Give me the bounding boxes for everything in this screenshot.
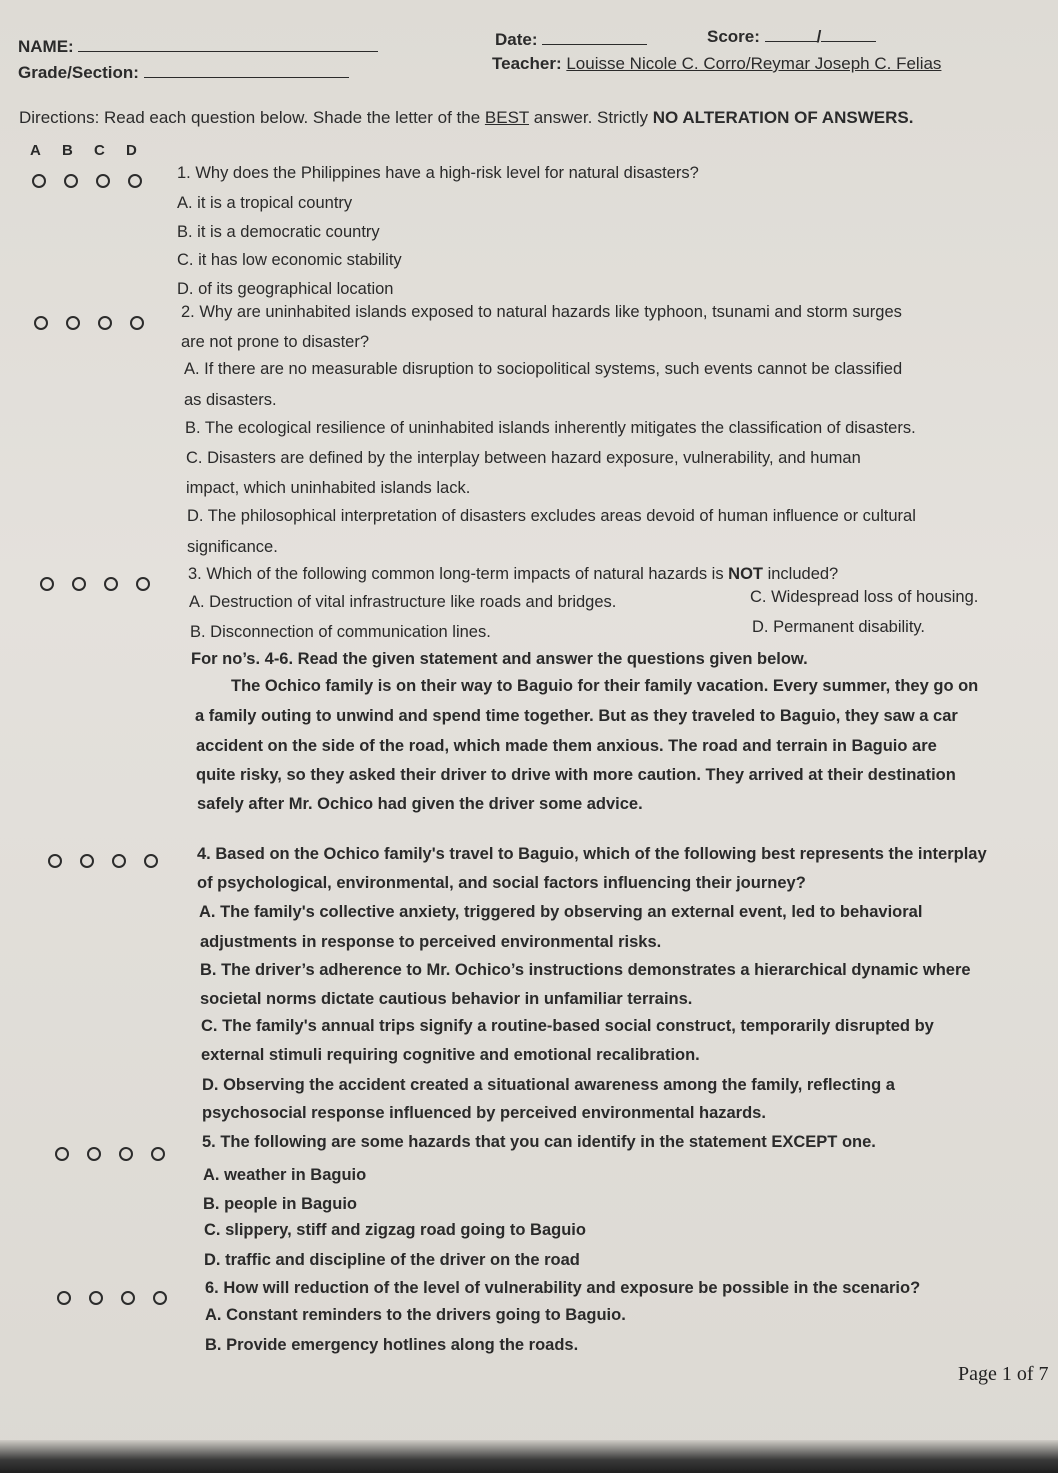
q4-option-b-line1: B. The driver’s adherence to Mr. Ochico’s instructions demonstrates a hierarchical dynamic where <box>200 961 971 979</box>
q2-stem-line2: are not prone to disaster? <box>181 333 370 351</box>
letter-a: A <box>30 142 41 159</box>
directions-lead: Directions: Read each question below. Shade the letter of the <box>19 108 485 127</box>
q2-option-d-line2: significance. <box>187 538 278 556</box>
q3-option-c: C. Widespread loss of housing. <box>750 588 979 606</box>
q1-option-a: A. it is a tropical country <box>177 194 353 212</box>
passage-line-2: a family outing to unwind and spend time together. But as they traveled to Baguio, they saw a car <box>195 707 958 725</box>
name-blank[interactable] <box>78 50 378 52</box>
q1-stem: 1. Why does the Philippines have a high-risk level for natural disasters? <box>177 164 699 182</box>
q2-option-c-line2: impact, which uninhabited islands lack. <box>186 479 471 497</box>
page-number: Page 1 of 7 <box>958 1363 1049 1385</box>
q3-answer-bubbles <box>40 575 168 593</box>
q2-bubble-c[interactable] <box>98 316 112 330</box>
directions-middle: answer. Strictly <box>529 108 653 127</box>
q1-bubble-a[interactable] <box>32 174 46 188</box>
q6-bubble-b[interactable] <box>89 1291 103 1305</box>
q4-bubble-d[interactable] <box>144 854 158 868</box>
q3-stem-tail: included? <box>763 565 839 583</box>
name-label: NAME: <box>18 37 74 56</box>
score-field <box>707 27 876 47</box>
date-blank[interactable] <box>542 43 647 45</box>
q6-bubble-a[interactable] <box>57 1291 71 1305</box>
q2-option-a-line1: A. If there are no measurable disruption to sociopolitical systems, such events cannot be classified <box>184 360 903 378</box>
q1-bubble-b[interactable] <box>64 174 78 188</box>
q2-option-c-line1: C. Disasters are defined by the interplay between hazard exposure, vulnerability, and human <box>186 449 861 467</box>
q5-option-d: D. traffic and discipline of the driver on the road <box>204 1251 580 1269</box>
passage-line-5: safely after Mr. Ochico had given the driver some advice. <box>197 795 643 813</box>
teacher-label: Teacher: <box>492 54 562 73</box>
score-blank[interactable] <box>765 40 817 42</box>
q4-option-c-line2: external stimuli requiring cognitive and emotional recalibration. <box>201 1046 700 1064</box>
passage-line-3: accident on the side of the road, which made them anxious. The road and terrain in Baguio are <box>196 737 937 755</box>
q2-bubble-d[interactable] <box>130 316 144 330</box>
q5-option-a: A. weather in Baguio <box>203 1166 367 1184</box>
q4-option-d-line1: D. Observing the accident created a situational awareness among the family, reflecting a <box>202 1076 895 1094</box>
q5-answer-bubbles <box>55 1145 183 1163</box>
q4-answer-bubbles <box>48 852 176 870</box>
passage-heading: For no’s. 4-6. Read the given statement and answer the questions given below. <box>191 650 808 668</box>
q5-bubble-c[interactable] <box>119 1147 133 1161</box>
q5-bubble-a[interactable] <box>55 1147 69 1161</box>
q4-option-d-line2: psychosocial response influenced by perceived environmental hazards. <box>202 1104 766 1122</box>
q3-option-a: A. Destruction of vital infrastructure like roads and bridges. <box>189 593 617 611</box>
q6-bubble-c[interactable] <box>121 1291 135 1305</box>
q3-stem-text: 3. Which of the following common long-term impacts of natural hazards is <box>188 565 729 583</box>
q2-option-d-line1: D. The philosophical interpretation of disasters excludes areas devoid of human influence or cultural <box>187 507 916 525</box>
q2-answer-bubbles <box>34 314 162 332</box>
q2-bubble-b[interactable] <box>66 316 80 330</box>
passage-line-4: quite risky, so they asked their driver to drive with more caution. They arrived at their destination <box>196 766 956 784</box>
letter-d: D <box>126 142 137 159</box>
q3-option-d: D. Permanent disability. <box>752 618 926 636</box>
q6-option-b: B. Provide emergency hotlines along the roads. <box>205 1336 579 1354</box>
q3-bubble-c[interactable] <box>104 577 118 591</box>
name-field <box>18 37 378 57</box>
q4-option-c-line1: C. The family's annual trips signify a routine-based social construct, temporarily disrupted by <box>201 1017 934 1035</box>
directions-no-alteration: NO ALTERATION OF ANSWERS. <box>652 108 914 127</box>
q1-answer-bubbles <box>32 172 160 190</box>
q1-option-b: B. it is a democratic country <box>177 223 380 241</box>
q5-option-c: C. slippery, stiff and zigzag road going to Baguio <box>204 1221 586 1239</box>
q5-bubble-b[interactable] <box>87 1147 101 1161</box>
q1-option-c: C. it has low economic stability <box>177 251 402 269</box>
teacher-name: Louisse Nicole C. Corro/Reymar Joseph C. Felias <box>566 54 942 73</box>
score-label: Score: <box>707 27 760 46</box>
q2-bubble-a[interactable] <box>34 316 48 330</box>
q6-answer-bubbles <box>57 1289 185 1307</box>
q1-bubble-d[interactable] <box>128 174 142 188</box>
q4-option-b-line2: societal norms dictate cautious behavior in unfamiliar terrains. <box>200 990 693 1008</box>
directions-best: BEST <box>484 108 529 127</box>
grade-section-field <box>18 63 349 83</box>
q3-bubble-b[interactable] <box>72 577 86 591</box>
score-separator: / <box>816 27 822 46</box>
passage-line-1: The Ochico family is on their way to Baguio for their family vacation. Every summer, they go on <box>231 677 979 695</box>
score-total-blank[interactable] <box>821 40 876 42</box>
q4-stem-line2: of psychological, environmental, and social factors influencing their journey? <box>197 874 806 892</box>
letter-c: C <box>94 142 105 159</box>
q5-stem-except: EXCEPT <box>771 1133 838 1151</box>
q5-option-b: B. people in Baguio <box>203 1195 358 1213</box>
date-label: Date: <box>495 30 538 49</box>
q1-option-d: D. of its geographical location <box>177 280 394 298</box>
directions <box>19 108 913 128</box>
q6-option-a: A. Constant reminders to the drivers going to Baguio. <box>205 1306 626 1324</box>
q3-option-b: B. Disconnection of communication lines. <box>190 623 491 641</box>
q6-bubble-d[interactable] <box>153 1291 167 1305</box>
date-field <box>495 30 647 50</box>
q4-bubble-c[interactable] <box>112 854 126 868</box>
q4-bubble-b[interactable] <box>80 854 94 868</box>
q2-option-a-line2: as disasters. <box>184 391 277 409</box>
photo-bottom-edge <box>0 1440 1058 1473</box>
q6-stem: 6. How will reduction of the level of vulnerability and exposure be possible in the scenario? <box>205 1279 921 1297</box>
q5-stem-tail: one. <box>837 1133 876 1151</box>
answer-letters-header <box>30 142 158 159</box>
q5-bubble-d[interactable] <box>151 1147 165 1161</box>
q5-stem <box>202 1133 876 1152</box>
q3-bubble-d[interactable] <box>136 577 150 591</box>
q4-stem-line1: 4. Based on the Ochico family's travel to Baguio, which of the following best represents the interplay <box>197 845 987 863</box>
q2-option-b: B. The ecological resilience of uninhabited islands inherently mitigates the classification of disasters. <box>185 419 916 437</box>
q4-option-a-line1: A. The family's collective anxiety, triggered by observing an external event, led to behavioral <box>199 903 923 921</box>
grade-section-label: Grade/Section: <box>18 63 139 82</box>
q2-stem-line1: 2. Why are uninhabited islands exposed to natural hazards like typhoon, tsunami and storm surges <box>181 303 902 321</box>
letter-b: B <box>62 142 73 159</box>
q4-bubble-a[interactable] <box>48 854 62 868</box>
teacher-field <box>492 54 941 74</box>
q3-bubble-a[interactable] <box>40 577 54 591</box>
q3-stem <box>188 565 838 584</box>
q3-stem-not: NOT <box>728 565 763 583</box>
q4-option-a-line2: adjustments in response to perceived environmental risks. <box>200 933 662 951</box>
q5-stem-text: 5. The following are some hazards that you can identify in the statement <box>202 1133 772 1151</box>
grade-section-blank[interactable] <box>144 76 349 78</box>
q1-bubble-c[interactable] <box>96 174 110 188</box>
